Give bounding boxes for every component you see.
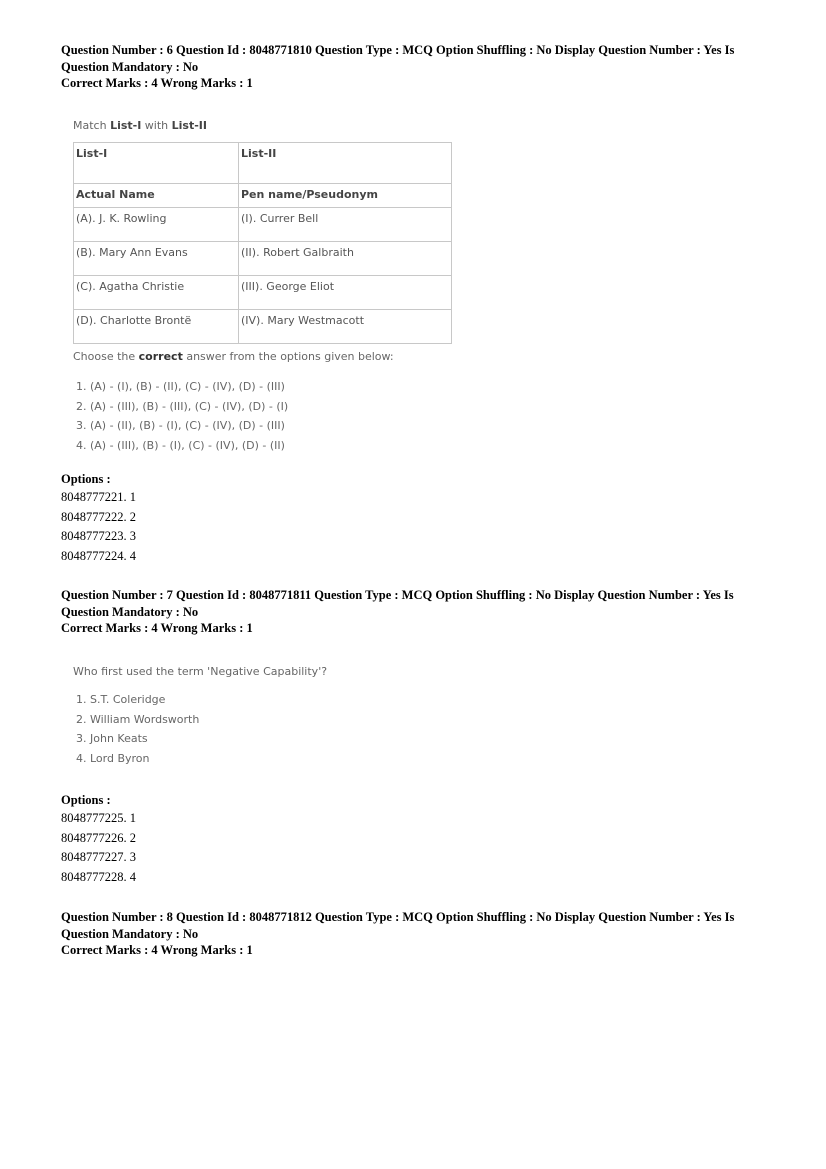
q6-question-body (73, 119, 452, 455)
table-row (74, 276, 452, 310)
table-cell: (IV). Mary Westmacott (239, 310, 452, 344)
q8-marks: Correct Marks : 4 Wrong Marks : 1 (61, 943, 253, 957)
table-subheader-row (74, 184, 452, 208)
q7-header-line1: Question Number : 7 Question Id : 8048771811 Question Type : MCQ Option Shuffling : No Display Question Number : Yes Is (61, 588, 734, 602)
list-item: 2. (A) - (III), (B) - (III), (C) - (IV), (D) - (I) (76, 399, 289, 413)
table-subheader-cell: Pen name/Pseudonym (239, 184, 452, 208)
q8-header (61, 909, 761, 959)
option-item: 8048777221. 1 (61, 490, 136, 504)
table-subheader-cell: Actual Name (74, 184, 239, 208)
option-item: 8048777222. 2 (61, 509, 136, 524)
q7-marks: Correct Marks : 4 Wrong Marks : 1 (61, 621, 253, 635)
q6-header-line1: Question Number : 6 Question Id : 8048771810 Question Type : MCQ Option Shuffling : No Display Question Number : Yes Is (61, 43, 735, 57)
table-header-row (74, 143, 452, 184)
table-row (74, 208, 452, 242)
table-cell: (D). Charlotte Brontë (74, 310, 239, 344)
q6-options-label: Options : (61, 472, 111, 486)
table-cell: (B). Mary Ann Evans (74, 242, 239, 276)
option-item: 8048777227. 3 (61, 850, 136, 864)
table-cell: (II). Robert Galbraith (239, 242, 452, 276)
q7-header (61, 587, 761, 637)
q6-marks: Correct Marks : 4 Wrong Marks : 1 (61, 76, 253, 90)
list-item: 2. William Wordsworth (76, 712, 200, 726)
q8-header-line2: Question Mandatory : No (61, 926, 199, 941)
q7-options (61, 809, 136, 887)
list-item: 4. (A) - (III), (B) - (I), (C) - (IV), (D) - (II) (76, 438, 285, 452)
table-cell: (III). George Eliot (239, 276, 452, 310)
q7-choice-list (73, 690, 327, 768)
table-header-cell: List-I (74, 143, 239, 184)
table-cell: (A). J. K. Rowling (74, 208, 239, 242)
q8-header-line1: Question Number : 8 Question Id : 8048771812 Question Type : MCQ Option Shuffling : No Display Question Number : Yes Is (61, 910, 735, 924)
q6-header (61, 42, 761, 92)
q7-question-body (73, 665, 327, 768)
option-item: 8048777224. 4 (61, 548, 136, 563)
option-item: 8048777226. 2 (61, 830, 136, 845)
list-item: 1. S.T. Coleridge (76, 693, 166, 706)
q6-intro: Match List-I with List-II (73, 119, 207, 132)
table-cell: (C). Agatha Christie (74, 276, 239, 310)
list-item: 3. (A) - (II), (B) - (I), (C) - (IV), (D) - (III) (76, 419, 285, 432)
list-item: 3. John Keats (76, 732, 148, 745)
q6-choice-list (73, 377, 452, 455)
option-item: 8048777223. 3 (61, 529, 136, 543)
option-item: 8048777225. 1 (61, 811, 136, 825)
q6-match-table (73, 142, 452, 344)
table-row (74, 310, 452, 344)
q6-instruction: Choose the correct answer from the options given below: (73, 350, 394, 363)
q7-header-line2: Question Mandatory : No (61, 604, 199, 619)
table-row (74, 242, 452, 276)
list-item: 4. Lord Byron (76, 751, 150, 765)
q7-question-text: Who first used the term 'Negative Capability'? (73, 665, 328, 678)
table-cell: (I). Currer Bell (239, 208, 452, 242)
q6-options (61, 488, 136, 566)
q6-header-line2: Question Mandatory : No (61, 59, 199, 74)
q7-options-label: Options : (61, 793, 111, 807)
list-item: 1. (A) - (I), (B) - (II), (C) - (IV), (D) - (III) (76, 380, 285, 393)
option-item: 8048777228. 4 (61, 869, 136, 884)
table-header-cell: List-II (239, 143, 452, 184)
